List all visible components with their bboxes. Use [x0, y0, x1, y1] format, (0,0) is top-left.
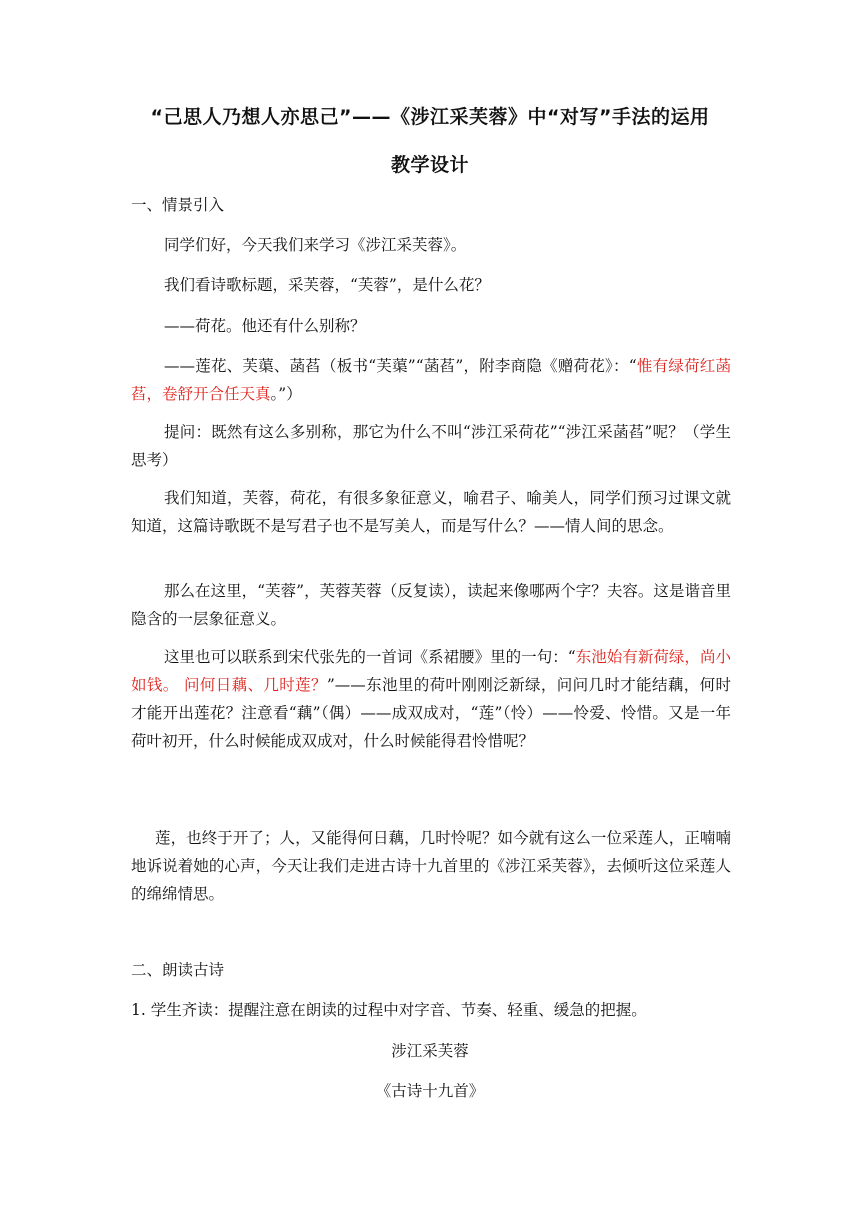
- paragraph: 我们知道，芙蓉，荷花，有很多象征意义，喻君子、喻美人，同学们预习过课文就知道，这篇诗歌既不是写君子也不是写美人，而是写什么？——情人间的思念。: [131, 489, 731, 535]
- poem-quote-highlight: 惟有绿荷红菡萏，卷舒开合任天真: [131, 357, 731, 403]
- paragraph: 我们看诗歌标题，采芙蓉，“芙蓉”，是什么花？: [164, 276, 490, 294]
- section-heading-intro: 一、情景引入: [131, 196, 225, 214]
- paragraph: 莲，也终于开了；人，又能得何日藕，几时怜呢？如今就有这么一位采莲人，正喃喃地诉说着她的心声，今天让我们走进古诗十九首里的《涉江采芙蓉》，去倾听这位采莲人的绵绵情思。: [131, 829, 731, 903]
- poem-title: 涉江采芙蓉: [391, 1042, 469, 1060]
- section-heading-reading: 二、朗读古诗: [131, 961, 225, 979]
- paragraph-text: 。”）: [270, 385, 302, 403]
- paragraph-text: 这里也可以联系到宋代张先的一首词《系裙腰》里的一句：“: [164, 648, 576, 666]
- paragraph: 提问：既然有这么多别称，那它为什么不叫“涉江采荷花”“涉江采菡萏”呢？（学生思考）: [131, 423, 731, 469]
- paragraph: [131, 643, 731, 755]
- poem-quote-highlight: 东池始有新荷绿，尚小如钱。 问何日藕、几时莲？: [131, 648, 731, 694]
- document-title: “己思人乃想人亦思己”——《涉江采芙蓉》中“对写”手法的运用: [150, 106, 710, 128]
- paragraph: [131, 352, 731, 408]
- paragraph: 同学们好，今天我们来学习《涉江采芙蓉》。: [164, 236, 467, 254]
- list-item: 1. 学生齐读：提醒注意在朗读的过程中对字音、节奏、轻重、缓急的把握。: [131, 1001, 647, 1019]
- document-subtitle: 教学设计: [390, 154, 469, 176]
- paragraph: ——荷花。他还有什么别称？: [164, 317, 366, 335]
- paragraph-text: ”——东池里的荷叶刚刚泛新绿，问问几时才能结藕，何时才能开出莲花？注意看“藕”（偶）——成双成对，“莲”（怜）——怜爱、怜惜。又是一年荷叶初开，什么时候能成双成对，什么时候能得君怜惜呢？: [131, 676, 731, 750]
- paragraph: 那么在这里，“芙蓉”，芙蓉芙蓉（反复读），读起来像哪两个字？夫容。这是谐音里隐含的一层象征意义。: [131, 582, 731, 628]
- poem-source: 《古诗十九首》: [375, 1082, 485, 1100]
- paragraph-text: ——莲花、芙蕖、菡萏（板书“芙蕖”“菡萏”，附李商隐《赠荷花》：“: [164, 357, 637, 375]
